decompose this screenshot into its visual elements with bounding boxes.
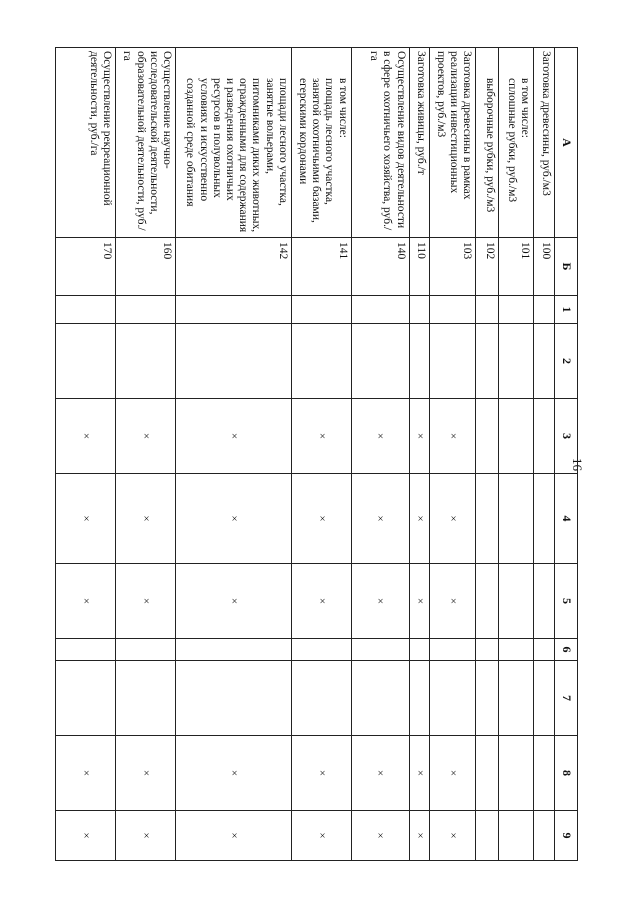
empty-cell xyxy=(116,639,176,661)
column-header: 7 xyxy=(555,661,578,736)
row-label: в том числе: площадь лесного участка, занятой охотничьими базами, егерскими кордонами xyxy=(291,48,351,238)
table-row xyxy=(409,48,430,861)
empty-cell xyxy=(534,564,555,639)
empty-cell xyxy=(291,296,351,324)
row-label: Заготовка древесины, руб./м3 xyxy=(534,48,555,238)
empty-cell xyxy=(351,296,409,324)
cross-mark-cell: × xyxy=(291,399,351,474)
row-code: 110 xyxy=(409,238,430,296)
empty-cell xyxy=(476,639,499,661)
cross-mark-cell: × xyxy=(291,474,351,564)
empty-cell xyxy=(291,661,351,736)
empty-cell xyxy=(56,639,116,661)
cross-mark-cell: × xyxy=(116,736,176,811)
row-label: Заготовка живицы, руб./т xyxy=(409,48,430,238)
empty-cell xyxy=(56,324,116,399)
cross-mark-cell: × xyxy=(56,564,116,639)
row-label: Осуществление видов деятельности в сфере охотничьего хозяйства, руб./га xyxy=(351,48,409,238)
cross-mark-cell: × xyxy=(351,564,409,639)
empty-cell xyxy=(291,324,351,399)
column-header: А xyxy=(555,48,578,238)
row-label: Заготовка древесины в рамках реализации инвестиционных проектов, руб./м3 xyxy=(430,48,476,238)
row-code: 142 xyxy=(176,238,292,296)
cross-mark-cell: × xyxy=(351,474,409,564)
empty-cell xyxy=(56,296,116,324)
cross-mark-cell: × xyxy=(430,736,476,811)
page-number: 16 xyxy=(570,458,585,471)
table-row xyxy=(476,48,499,861)
table-row xyxy=(534,48,555,861)
table-row xyxy=(56,48,116,861)
cross-mark-cell: × xyxy=(56,399,116,474)
cross-mark-cell: × xyxy=(409,736,430,811)
cross-mark-cell: × xyxy=(409,564,430,639)
empty-cell xyxy=(409,296,430,324)
empty-cell xyxy=(499,639,534,661)
cross-mark-cell: × xyxy=(56,736,116,811)
row-label: выборочные рубки, руб./м3 xyxy=(476,48,499,238)
table-row xyxy=(499,48,534,861)
row-label: Осуществление научно-исследовательской деятельности, образовательной деятельности, руб./га xyxy=(116,48,176,238)
cross-mark-cell: × xyxy=(351,399,409,474)
cross-mark-cell: × xyxy=(176,811,292,861)
cross-mark-cell: × xyxy=(116,399,176,474)
row-code: 100 xyxy=(534,238,555,296)
cross-mark-cell: × xyxy=(409,399,430,474)
empty-cell xyxy=(116,324,176,399)
column-header: 5 xyxy=(555,564,578,639)
column-header: 2 xyxy=(555,324,578,399)
empty-cell xyxy=(476,296,499,324)
empty-cell xyxy=(116,661,176,736)
empty-cell xyxy=(351,324,409,399)
row-code: 170 xyxy=(56,238,116,296)
cross-mark-cell: × xyxy=(176,399,292,474)
cross-mark-cell: × xyxy=(291,564,351,639)
empty-cell xyxy=(476,661,499,736)
empty-cell xyxy=(351,661,409,736)
cross-mark-cell: × xyxy=(116,811,176,861)
cross-mark-cell: × xyxy=(409,811,430,861)
table-row xyxy=(116,48,176,861)
header-row xyxy=(555,48,578,861)
empty-cell xyxy=(499,474,534,564)
column-header: Б xyxy=(555,238,578,296)
cross-mark-cell: × xyxy=(409,474,430,564)
cross-mark-cell: × xyxy=(176,736,292,811)
empty-cell xyxy=(499,661,534,736)
empty-cell xyxy=(534,639,555,661)
cross-mark-cell: × xyxy=(291,811,351,861)
column-header: 4 xyxy=(555,474,578,564)
empty-cell xyxy=(534,399,555,474)
rotated-table-wrapper xyxy=(55,47,578,860)
cross-mark-cell: × xyxy=(351,736,409,811)
empty-cell xyxy=(430,296,476,324)
empty-cell xyxy=(534,661,555,736)
column-header: 1 xyxy=(555,296,578,324)
empty-cell xyxy=(476,324,499,399)
empty-cell xyxy=(409,639,430,661)
cross-mark-cell: × xyxy=(430,811,476,861)
cross-mark-cell: × xyxy=(56,811,116,861)
table-body xyxy=(56,48,555,861)
empty-cell xyxy=(430,324,476,399)
cross-mark-cell: × xyxy=(56,474,116,564)
row-code: 102 xyxy=(476,238,499,296)
column-header: 6 xyxy=(555,639,578,661)
empty-cell xyxy=(534,474,555,564)
empty-cell xyxy=(476,736,499,811)
column-header: 3 xyxy=(555,399,578,474)
empty-cell xyxy=(430,661,476,736)
cross-mark-cell: × xyxy=(291,736,351,811)
cross-mark-cell: × xyxy=(176,564,292,639)
empty-cell xyxy=(499,811,534,861)
empty-cell xyxy=(499,296,534,324)
empty-cell xyxy=(116,296,176,324)
row-code: 160 xyxy=(116,238,176,296)
row-code: 141 xyxy=(291,238,351,296)
cross-mark-cell: × xyxy=(116,564,176,639)
row-code: 103 xyxy=(430,238,476,296)
empty-cell xyxy=(476,564,499,639)
row-label: Осуществление рекреационной деятельности, руб./га xyxy=(56,48,116,238)
row-code: 140 xyxy=(351,238,409,296)
cross-mark-cell: × xyxy=(430,474,476,564)
table-row xyxy=(176,48,292,861)
empty-cell xyxy=(351,639,409,661)
table-row xyxy=(430,48,476,861)
empty-cell xyxy=(176,639,292,661)
empty-cell xyxy=(176,661,292,736)
empty-cell xyxy=(476,399,499,474)
empty-cell xyxy=(499,324,534,399)
empty-cell xyxy=(176,324,292,399)
cross-mark-cell: × xyxy=(116,474,176,564)
row-label: площади лесного участка, занятые вольерами, питомниками диких животных, огражденными для содержания и разведения охотничьих ресурсов в полувольных условиях и искусственно созданной среде обитания xyxy=(176,48,292,238)
table-row xyxy=(351,48,409,861)
empty-cell xyxy=(476,811,499,861)
empty-cell xyxy=(499,564,534,639)
cross-mark-cell: × xyxy=(176,474,292,564)
cross-mark-cell: × xyxy=(430,399,476,474)
table-row xyxy=(291,48,351,861)
column-header: 8 xyxy=(555,736,578,811)
empty-cell xyxy=(430,639,476,661)
empty-cell xyxy=(409,661,430,736)
empty-cell xyxy=(534,296,555,324)
empty-cell xyxy=(409,324,430,399)
empty-cell xyxy=(499,736,534,811)
empty-cell xyxy=(534,736,555,811)
rates-table xyxy=(55,47,578,861)
empty-cell xyxy=(476,474,499,564)
empty-cell xyxy=(56,661,116,736)
empty-cell xyxy=(176,296,292,324)
empty-cell xyxy=(291,639,351,661)
column-header: 9 xyxy=(555,811,578,861)
row-code: 101 xyxy=(499,238,534,296)
empty-cell xyxy=(499,399,534,474)
empty-cell xyxy=(534,324,555,399)
row-label: в том числе: сплошные рубки, руб./м3 xyxy=(499,48,534,238)
cross-mark-cell: × xyxy=(351,811,409,861)
empty-cell xyxy=(534,811,555,861)
cross-mark-cell: × xyxy=(430,564,476,639)
